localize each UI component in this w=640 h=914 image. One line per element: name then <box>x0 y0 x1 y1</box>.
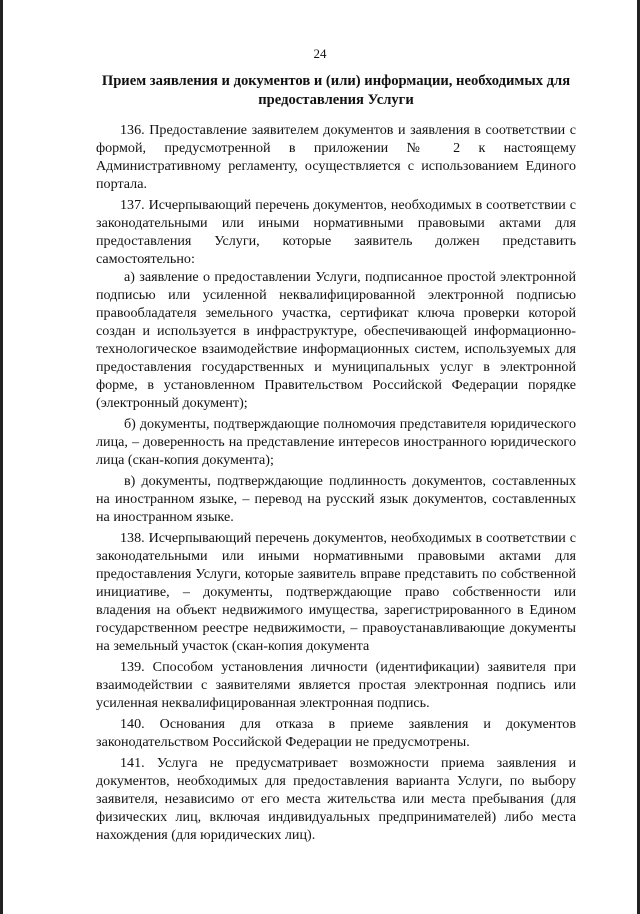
document-body <box>96 121 576 847</box>
list-item-a: а) заявление о предоставлении Услуги, подписанное простой электронной подписью или усиленной неквалифицированной электронной подписью правообладателя земельного участка, сертификат ключа проверки которой создан и используется в инфраструктуре, обеспечивающей информационно-технологическое взаимодействие информационных систем, используемых для предоставления государственных и муниципальных услуг в электронной форме, в установленном Правительством Российской Федерации порядке (электронный документ); <box>96 269 576 411</box>
paragraph-137: 137. Исчерпывающий перечень документов, необходимых в соответствии с законодательными или иными нормативными правовыми актами для предоставления Услуги, которые заявитель должен представить самостоятельно: <box>96 197 576 267</box>
paragraph-141: 141. Услуга не предусматривает возможности приема заявления и документов, необходимых для предоставления варианта Услуги, по выбору заявителя, независимо от его места жительства или места пребывания (для физических лиц, включая индивидуальных предпринимателей) либо места нахождения (для юридических лиц). <box>96 755 576 843</box>
list-item-v: в) документы, подтверждающие подлинность документов, составленных на иностранном языке, – перевод на русский язык документов, составленных на иностранном языке. <box>96 473 576 525</box>
section-title: Прием заявления и документов и (или) информации, необходимых для предоставления Услуги <box>101 73 571 108</box>
scan-edge-left <box>0 0 3 914</box>
paragraph-140: 140. Основания для отказа в приеме заявления и документов законодательством Российской Федерации не предусмотрены. <box>96 716 576 750</box>
paragraph-138: 138. Исчерпывающий перечень документов, необходимых в соответствии с законодательными или иными нормативными правовыми актами для предоставления Услуги, которые заявитель вправе представить по собственной инициативе, – документы, подтверждающие право собственности или владения на объект недвижимого имущества, зарегистрированного в Едином государственном реестре недвижимости, – правоустанавливающие документы на земельный участок (скан-копия документа <box>96 530 576 654</box>
paragraph-136: 136. Предоставление заявителем документов и заявления в соответствии с формой, предусмотренной в приложении № 2 к настоящему Административному регламенту, осуществляется с использованием Единого портала. <box>96 122 576 192</box>
list-item-b: б) документы, подтверждающие полномочия представителя юридического лица, – доверенность на представление интересов иностранного юридического лица (скан-копия документа); <box>96 416 576 468</box>
paragraph-139: 139. Способом установления личности (идентификации) заявителя при взаимодействии с заявителями является простая электронная подпись или усиленная неквалифицированная электронная подпись. <box>96 659 576 711</box>
page-number: 24 <box>313 46 327 61</box>
